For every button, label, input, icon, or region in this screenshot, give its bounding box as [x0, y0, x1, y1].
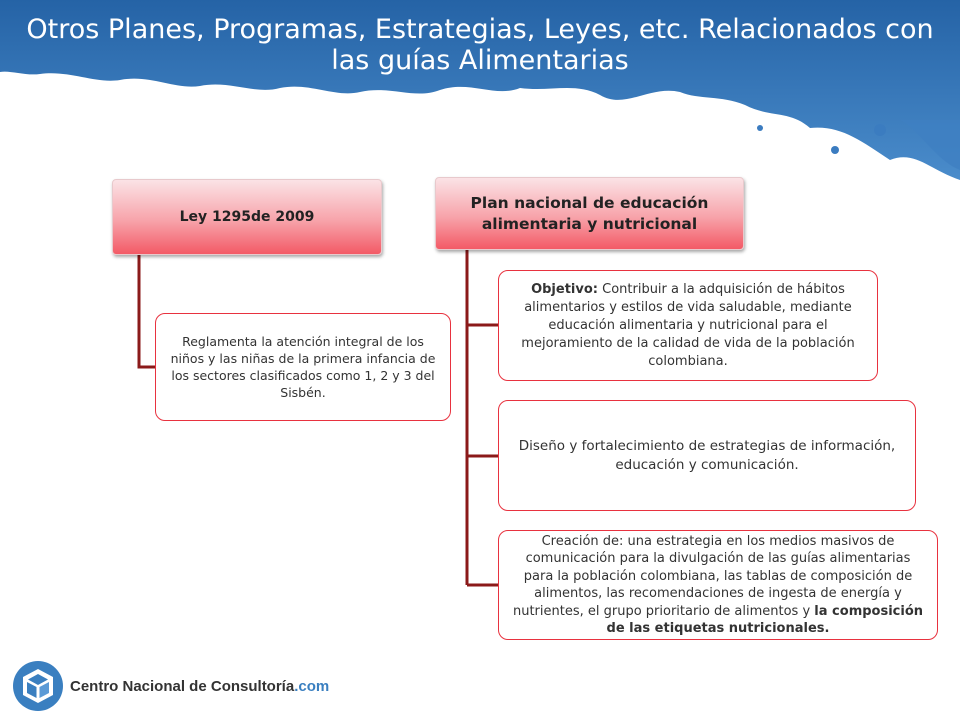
cube-logo-icon [12, 660, 64, 712]
plan-nacional-header [435, 177, 744, 250]
plan-nacional-header-label: Plan nacional de educación alimentaria y nutricional [470, 193, 709, 233]
centro-nacional-logo [12, 660, 329, 712]
creation-text: Creación de: una estrategia en los medios masivos de comunicación para la divulgación de las guías alimentarias para la población colombiana, las tablas de composición de alimentos, las recomendaciones de ingesta de energía y nutrientes, el grupo prioritario de alimentos y [512, 533, 913, 619]
ley-1295-header [112, 179, 382, 255]
objective-text: Contribuir a la adquisición de hábitos alimentarios y estilos de vida saludable, mediante educación alimentaria y nutricional para el mejoramiento de la calidad de vida de la población colombiana. [521, 281, 855, 369]
objective-label: Objetivo: [531, 281, 598, 297]
objective-box [498, 270, 878, 381]
design-strategy-text: Diseño y fortalecimiento de estrategias de información, educación y comunicación. [518, 437, 896, 473]
design-strategy-box [498, 400, 916, 511]
logo-domain: .com [294, 677, 330, 695]
creation-box [498, 530, 938, 640]
creation-text-bold: la composición de las etiquetas nutricionales. [606, 603, 924, 636]
ley-1295-header-label: Ley 1295de 2009 [179, 209, 315, 225]
ley-1295-description [155, 313, 451, 421]
left-connector [139, 255, 155, 367]
page-title: Otros Planes, Programas, Estrategias, Leyes, etc. Relacionados con las guías Alimentarias [26, 14, 934, 76]
ley-1295-description-text: Reglamenta la atención integral de los niños y las niñas de la primera infancia de los sectores clasificados como 1, 2 y 3 del Sisbén. [170, 334, 436, 400]
logo-name: Centro Nacional de Consultoría [70, 677, 295, 695]
